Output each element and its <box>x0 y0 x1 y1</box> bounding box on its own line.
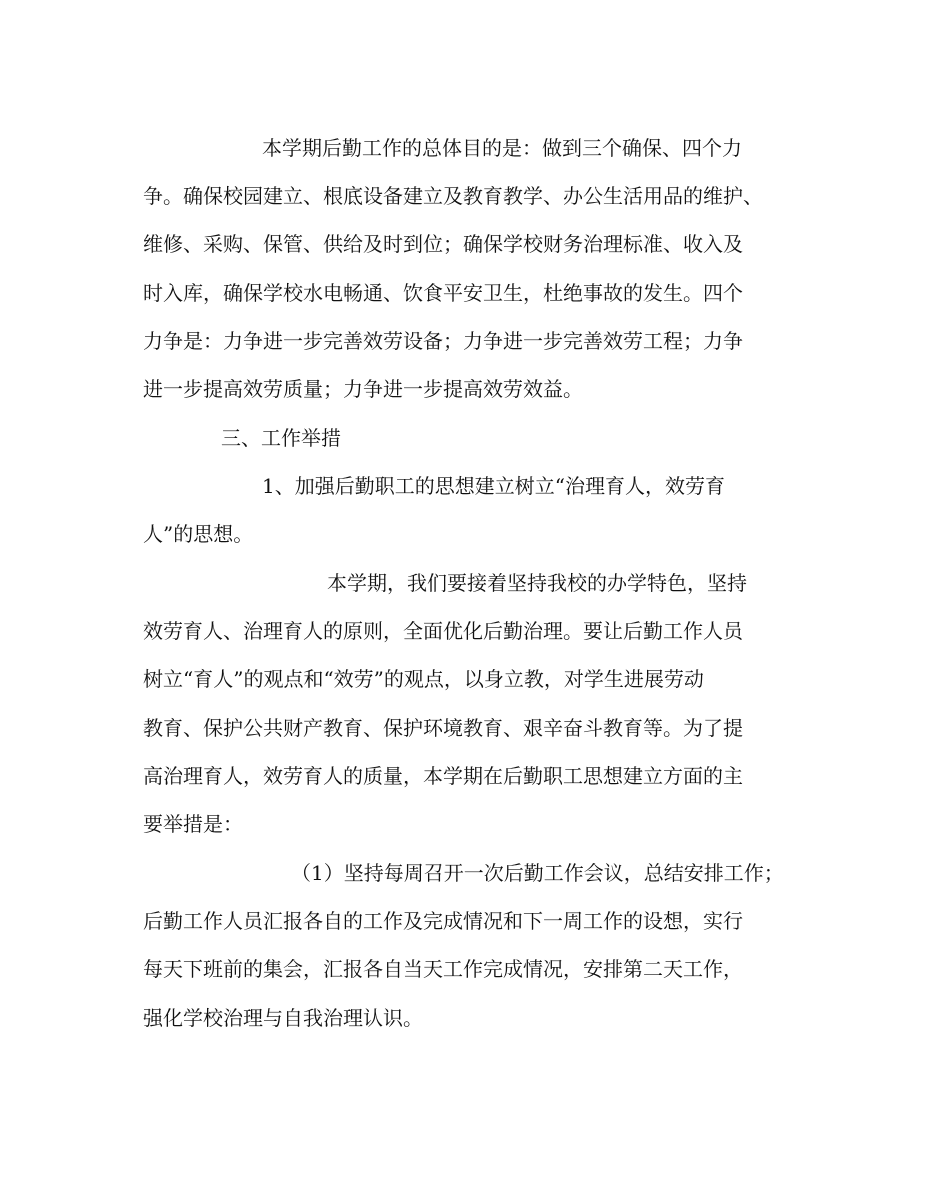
paragraph-line: 教育、保护公共财产教育、保护环境教育、艰辛奋斗教育等。为了提 <box>143 716 743 740</box>
paragraph-line: 强化学校治理与自我治理认识。 <box>143 1006 423 1030</box>
paragraph-line: 维修、采购、保管、供给及时到位；确保学校财务治理标准、收入及 <box>143 232 743 256</box>
paragraph-line: 后勤工作人员汇报各自的工作及完成情况和下一周工作的设想，实行 <box>143 909 743 933</box>
subsection-heading: 人”的思想。 <box>143 522 254 546</box>
paragraph-line: 争。确保校园建立、根底设备建立及教育教学、办公生活用品的维护、 <box>143 184 763 208</box>
paragraph-line: 每天下班前的集会，汇报各自当天工作完成情况，安排第二天工作， <box>143 957 743 981</box>
paragraph-line: 本学期后勤工作的总体目的是：做到三个确保、四个力 <box>262 136 742 160</box>
subsection-heading: 1、加强后勤职工的思想建立树立“治理育人，效劳育 <box>262 474 725 498</box>
paragraph-line: 力争是：力争进一步完善效劳设备；力争进一步完善效劳工程；力争 <box>143 329 743 353</box>
paragraph-line: 本学期，我们要接着坚持我校的办学特色，坚持 <box>327 571 747 595</box>
paragraph-line: 效劳育人、治理育人的原则，全面优化后勤治理。要让后勤工作人员 <box>143 619 743 643</box>
paragraph-line: 时入库，确保学校水电畅通、饮食平安卫生，杜绝事故的发生。四个 <box>143 281 743 305</box>
paragraph-line: 要举措是： <box>143 812 243 836</box>
paragraph-line: （1）坚持每周召开一次后勤工作会议，总结安排工作； <box>291 861 784 885</box>
paragraph-line: 进一步提高效劳质量；力争进一步提高效劳效益。 <box>143 377 583 401</box>
section-heading: 三、工作举措 <box>221 426 341 450</box>
paragraph-line: 树立“育人”的观点和“效劳”的观点，以身立教，对学生进展劳动 <box>143 667 704 691</box>
paragraph-line: 高治理育人，效劳育人的质量，本学期在后勤职工思想建立方面的主 <box>143 764 743 788</box>
